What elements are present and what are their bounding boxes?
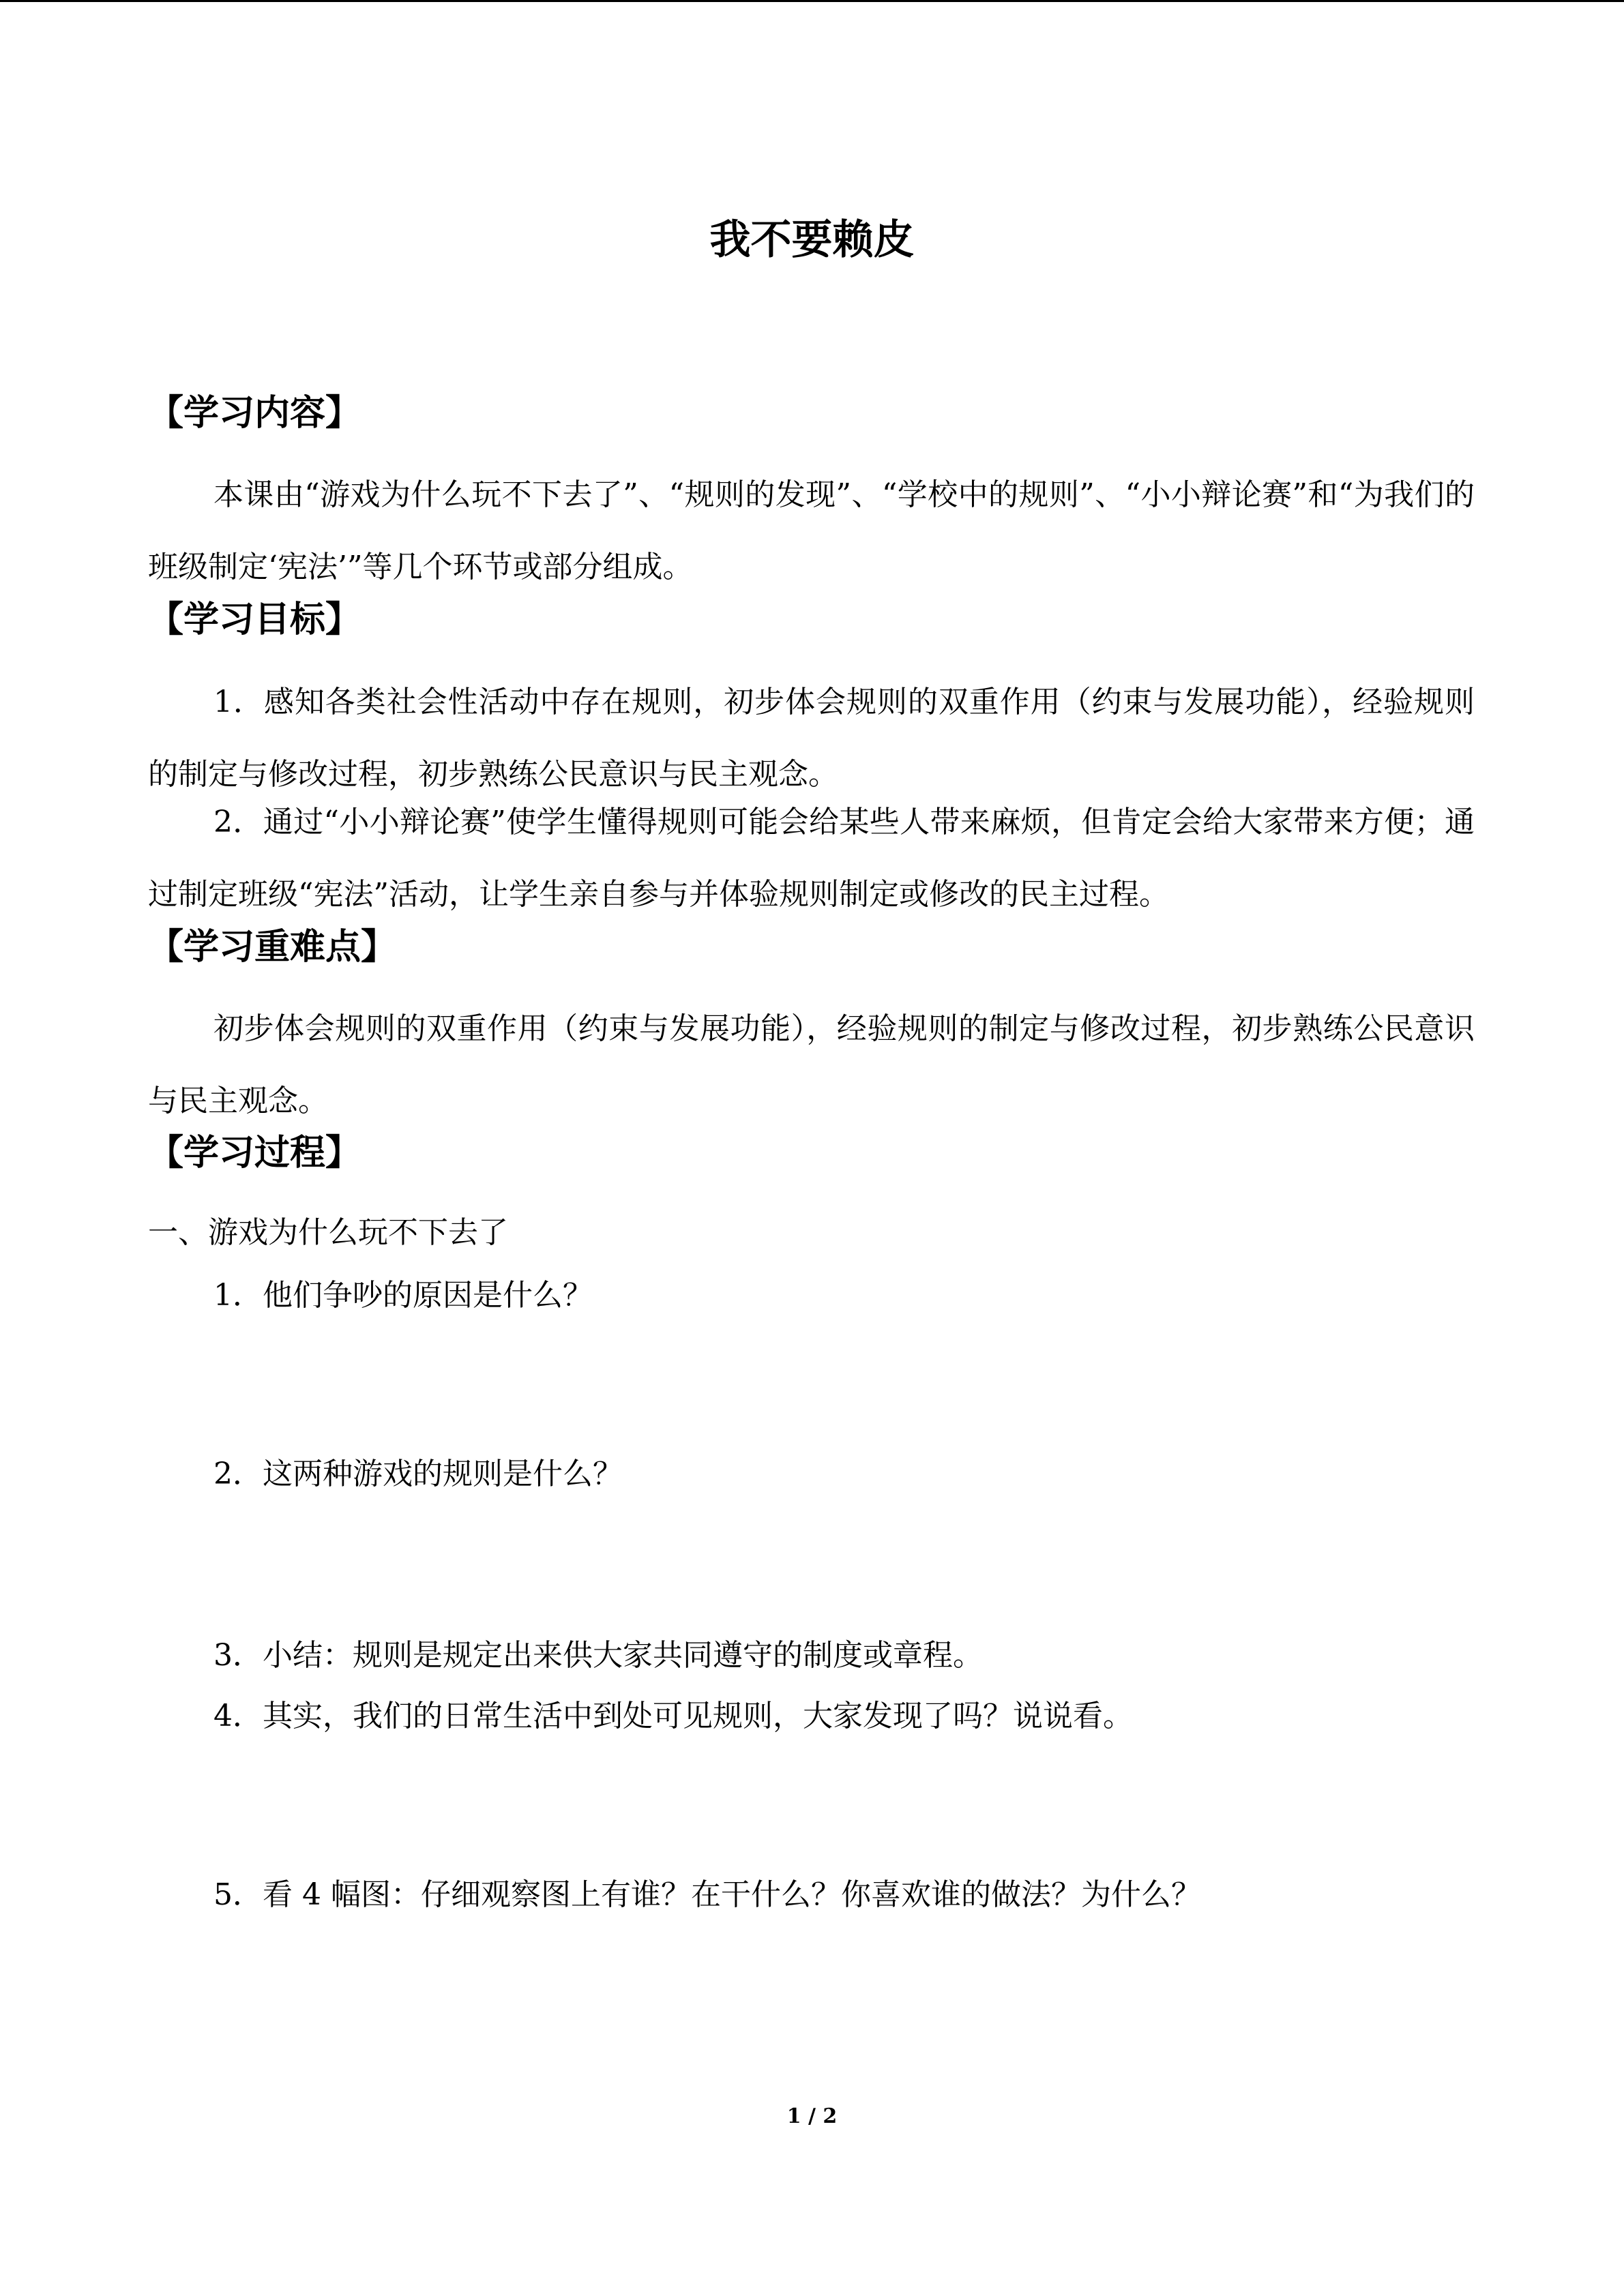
process-question-3: 3．小结：规则是规定出来供大家共同遵守的制度或章程。 — [213, 1638, 983, 1673]
process-question-4: 4．其实，我们的日常生活中到处可见规则，大家发现了吗？说说看。 — [213, 1699, 1133, 1733]
paragraph-goal-1: 1．感知各类社会性活动中存在规则，初步体会规则的双重作用（约束与发展功能），经验规则的制定与修改过程，初步熟练公民意识与民主观念。 — [148, 685, 1475, 792]
process-question-2: 2．这两种游戏的规则是什么？ — [213, 1457, 623, 1491]
process-question-1: 1．他们争吵的原因是什么？ — [213, 1278, 593, 1313]
heading-learning-goals: 【学习目标】 — [148, 599, 361, 640]
paragraph-goal-2: 2．通过“小小辩论赛”使学生懂得规则可能会给某些人带来麻烦，但肯定会给大家带来方便；通过制定班级“宪法”活动，让学生亲自参与并体验规则制定或修改的民主过程。 — [148, 805, 1475, 912]
process-part-1-title: 一、游戏为什么玩不下去了 — [148, 1215, 508, 1250]
paragraph-learning-content: 本课由“游戏为什么玩不下去了”、“规则的发现”、“学校中的规则”、“小小辩论赛”和“为我们的班级制定‘宪法’”等几个环节或部分组成。 — [148, 477, 1475, 584]
heading-learning-content: 【学习内容】 — [148, 393, 361, 434]
paragraph-key-points: 初步体会规则的双重作用（约束与发展功能），经验规则的制定与修改过程，初步熟练公民意识与民主观念。 — [148, 1011, 1475, 1118]
heading-learning-process: 【学习过程】 — [148, 1133, 361, 1174]
process-question-5: 5．看 4 幅图：仔细观察图上有谁？在干什么？你喜欢谁的做法？为什么？ — [213, 1877, 1201, 1912]
heading-key-points: 【学习重难点】 — [148, 927, 397, 968]
document-title: 我不要赖皮 — [709, 216, 915, 264]
page-number: 1 / 2 — [786, 2104, 838, 2128]
